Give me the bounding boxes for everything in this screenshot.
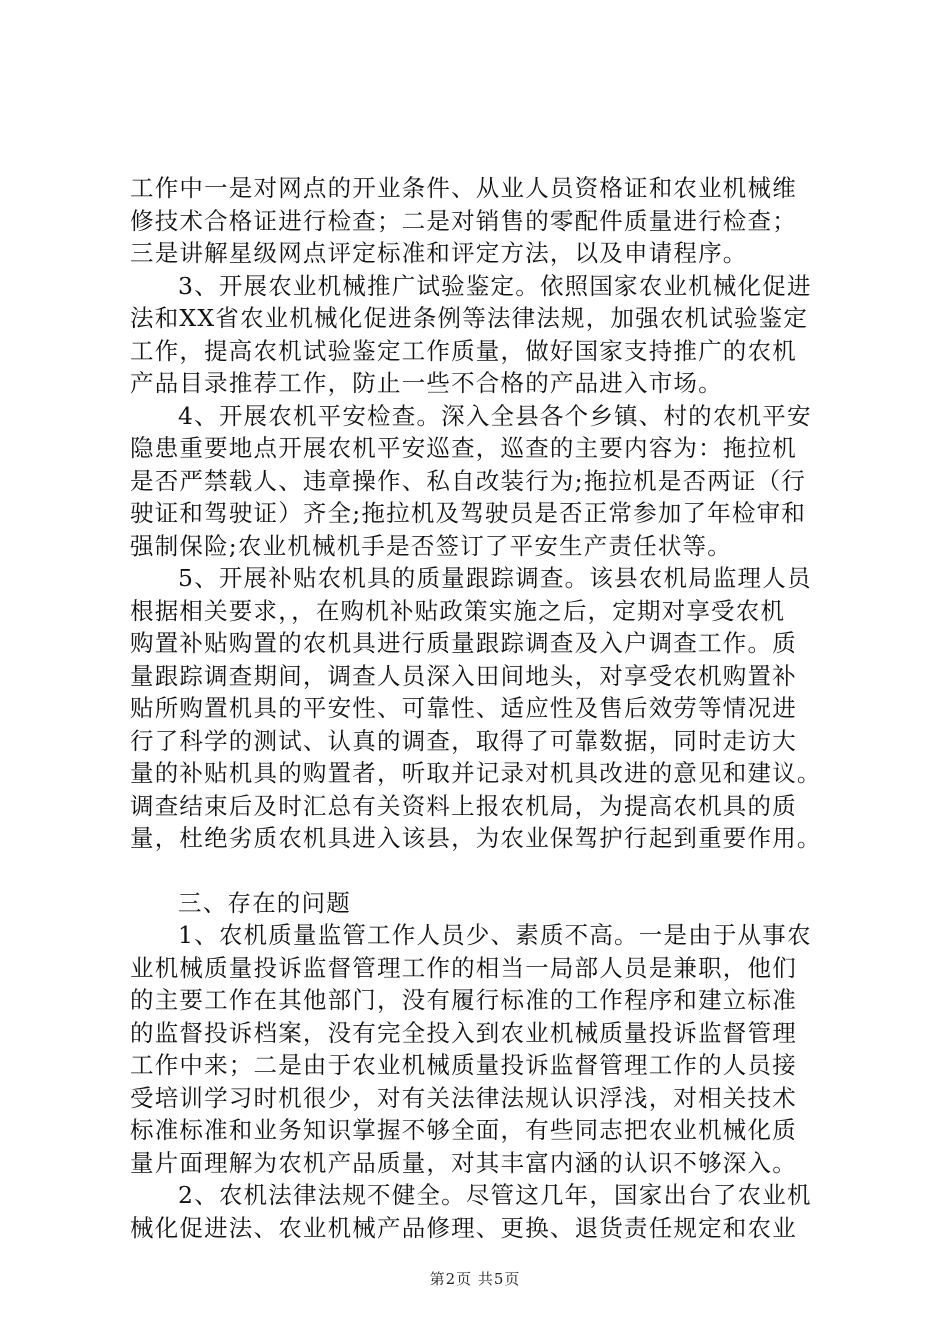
paragraph-item-3 [130,270,832,400]
text-line: 业机械质量投诉监督管理工作的相当一局部人员是兼职，他们 [130,953,797,982]
text-line: 根据相关要求，，在购机补贴政策实施之后，定期对享受农机 [130,596,786,625]
text-line: 工作，提高农机试验鉴定工作质量，做好国家支持推广的农机 [130,336,797,365]
text-line: 行了科学的测试、认真的调查，取得了可靠数据，同时走访大 [130,726,797,755]
text-line: 5、开展补贴农机具的质量跟踪调查。该县农机局监理人员 [178,564,812,592]
text-line: 1、农机质量监管工作人员少、素质不高。一是由于从事农 [178,921,812,949]
text-line: 调查结束后及时汇总有关资料上报农机局，为提高农机具的质 [130,791,797,820]
text-line: 购置补贴购置的农机具进行质量跟踪调查及入户调查工作。质 [130,629,797,657]
text-line: 受培训学习时机很少，对有关法律法规认识浮浅，对相关技术 [130,1083,797,1112]
paragraph-item-5 [130,562,832,855]
text-line: 工作中来；二是由于农业机械质量投诉监督管理工作的人员接 [130,1051,797,1079]
document-body [130,172,832,1244]
page-number-footer: 第2页 共5页 [429,1270,521,1288]
text-line: 贴所购置机具的平安性、可靠性、适应性及售后效劳等情况进 [130,694,797,722]
text-line: 量跟踪调查期间，调查人员深入田间地头，对享受农机购置补 [130,661,797,690]
text-line: 三是讲解星级网点评定标准和评定方法，以及申请程序。 [130,239,748,267]
text-line: 械化促进法、农业机械产品修理、更换、退货责任规定和农业 [130,1213,797,1242]
text-line: 工作中一是对网点的开业条件、从业人员资格证和农业机械维 [130,174,797,202]
text-line: 的主要工作在其他部门，没有履行标准的工作程序和建立标准 [130,986,797,1014]
text-line: 标准标准和业务知识掌握不够全面，有些同志把农业机械化质 [130,1116,797,1144]
text-line: 2、农机法律法规不健全。尽管这几年，国家出台了农业机 [178,1181,812,1209]
text-line: 4、开展农机平安检查。深入全县各个乡镇、村的农机平安 [178,401,812,430]
text-line: 强制保险;农业机械机手是否签订了平安生产责任状等。 [130,531,732,560]
text-line: 产品目录推荐工作，防止一些不合格的产品进入市场。 [130,369,723,397]
paragraph-problem-1 [130,919,832,1179]
text-line: 法和XX省农业机械化促进条例等法律法规，加强农机试验鉴定 [130,304,809,332]
text-line: 修技术合格证进行检查；二是对销售的零配件质量进行检查； [130,206,797,235]
text-line: 量的补贴机具的购置者，听取并记录对机具改进的意见和建议。 [130,759,822,787]
paragraph-problem-2 [130,1179,832,1244]
section-heading-problems: 三、存在的问题 [178,888,351,917]
text-line: 驶证和驾驶证）齐全;拖拉机及驾驶员是否正常参加了年检审和 [130,499,807,527]
text-line: 隐患重要地点开展农机平安巡查，巡查的主要内容为：拖拉机 [130,434,797,462]
section-spacer [130,855,832,887]
text-line: 量，杜绝劣质农机具进入该县，为农业保驾护行起到重要作用。 [130,824,822,852]
paragraph-network-inspection [130,172,832,270]
text-line: 是否严禁载人、违章操作、私自改装行为;拖拉机是否两证（行 [130,466,807,495]
paragraph-item-4 [130,400,832,563]
text-line: 的监督投诉档案，没有完全投入到农业机械质量投诉监督管理 [130,1018,797,1047]
text-line: 3、开展农业机械推广试验鉴定。依照国家农业机械化促进 [178,271,812,300]
text-line: 量片面理解为农机产品质量，对其丰富内涵的认识不够深入。 [130,1148,797,1177]
